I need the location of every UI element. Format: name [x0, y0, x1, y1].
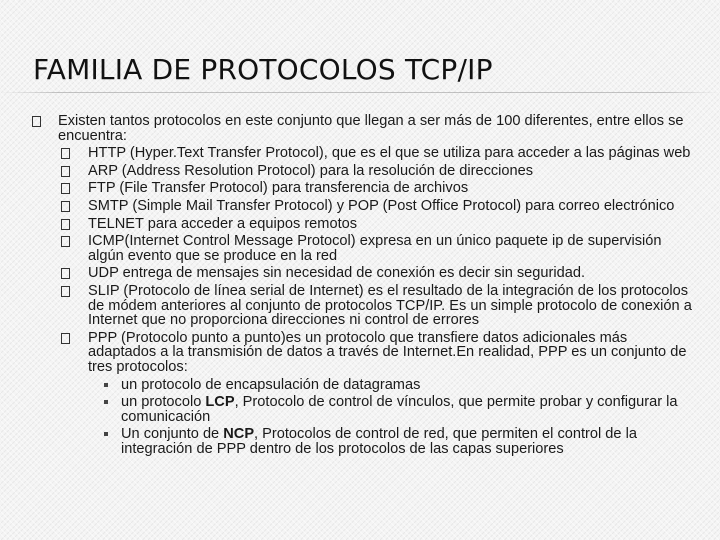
slide-content — [30, 114, 695, 459]
square-bullet-icon — [61, 183, 70, 194]
ppp-subitem-encapsulation: un protocolo de encapsulación de datagramas — [121, 376, 421, 393]
square-bullet-icon — [61, 236, 70, 247]
protocol-udp: UDP entrega de mensajes sin necesidad de conexión es decir sin seguridad. — [88, 265, 586, 282]
ncp-text-pre: Un conjunto de — [121, 426, 224, 443]
square-bullet-icon — [61, 268, 70, 279]
lcp-text-pre: un protocolo — [121, 394, 206, 411]
square-bullet-icon — [61, 201, 70, 212]
intro-text: Existen tantos protocolos en este conjunto que llegan a ser más de 100 diferentes, entre ellos se encuentra: — [58, 113, 684, 144]
dot-bullet-icon — [104, 400, 108, 404]
square-bullet-icon — [61, 286, 70, 297]
list-item — [30, 378, 695, 393]
protocol-telnet: TELNET para acceder a equipos remotos — [88, 215, 358, 232]
protocol-arp: ARP (Address Resolution Protocol) para la resolución de direcciones — [88, 162, 534, 179]
ncp-text-post: , Protocolos de control de red, que permiten el control de la integración de PPP dentro de los protocolos de las capas superiores — [121, 426, 637, 457]
list-item — [30, 331, 695, 375]
ppp-subitem-ncp — [121, 426, 637, 457]
protocol-smtp-pop: SMTP (Simple Mail Transfer Protocol) y POP (Post Office Protocol) para correo electrónico — [88, 197, 675, 214]
dot-bullet-icon — [104, 383, 108, 387]
list-item — [30, 284, 695, 328]
list-item — [30, 427, 695, 456]
square-bullet-icon — [61, 219, 70, 230]
list-item — [30, 234, 695, 263]
protocol-ppp: PPP (Protocolo punto a punto)es un protocolo que transfiere datos adicionales más adaptados a la transmisión de datos a través de Internet.En realidad, PPP es un conjunto de tres protocolos: — [88, 329, 687, 375]
protocol-http: HTTP (Hyper.Text Transfer Protocol), que es el que se utiliza para acceder a las páginas web — [88, 145, 691, 162]
square-bullet-icon — [61, 148, 70, 159]
ppp-subitem-lcp — [121, 394, 678, 425]
square-bullet-icon — [32, 116, 41, 127]
list-item — [30, 146, 695, 161]
lcp-text-post: , Protocolo de control de vínculos, que permite probar y configurar la comunicación — [121, 394, 678, 425]
slide-title: FAMILIA DE PROTOCOLOS TCP/IP — [33, 53, 493, 86]
title-divider — [0, 92, 720, 93]
list-item — [30, 181, 695, 196]
list-item — [30, 395, 695, 424]
list-item — [30, 164, 695, 179]
square-bullet-icon — [61, 166, 70, 177]
dot-bullet-icon — [104, 432, 108, 436]
list-item — [30, 114, 695, 143]
list-item — [30, 217, 695, 232]
protocol-icmp: ICMP(Internet Control Message Protocol) expresa en un único paquete ip de supervisión algún evento que se produce en la red — [88, 233, 662, 264]
list-item — [30, 266, 695, 281]
square-bullet-icon — [61, 333, 70, 344]
ncp-term: NCP — [223, 426, 255, 443]
list-item — [30, 199, 695, 214]
lcp-term: LCP — [205, 394, 235, 411]
protocol-ftp: FTP (File Transfer Protocol) para transferencia de archivos — [88, 180, 469, 197]
protocol-slip: SLIP (Protocolo de línea serial de Internet) es el resultado de la integración de los protocolos de módem anteriores al conjunto de protocolos TCP/IP. Es un simple protocolo de conexión a Internet que no proporciona direcciones ni control de errores — [88, 282, 692, 329]
